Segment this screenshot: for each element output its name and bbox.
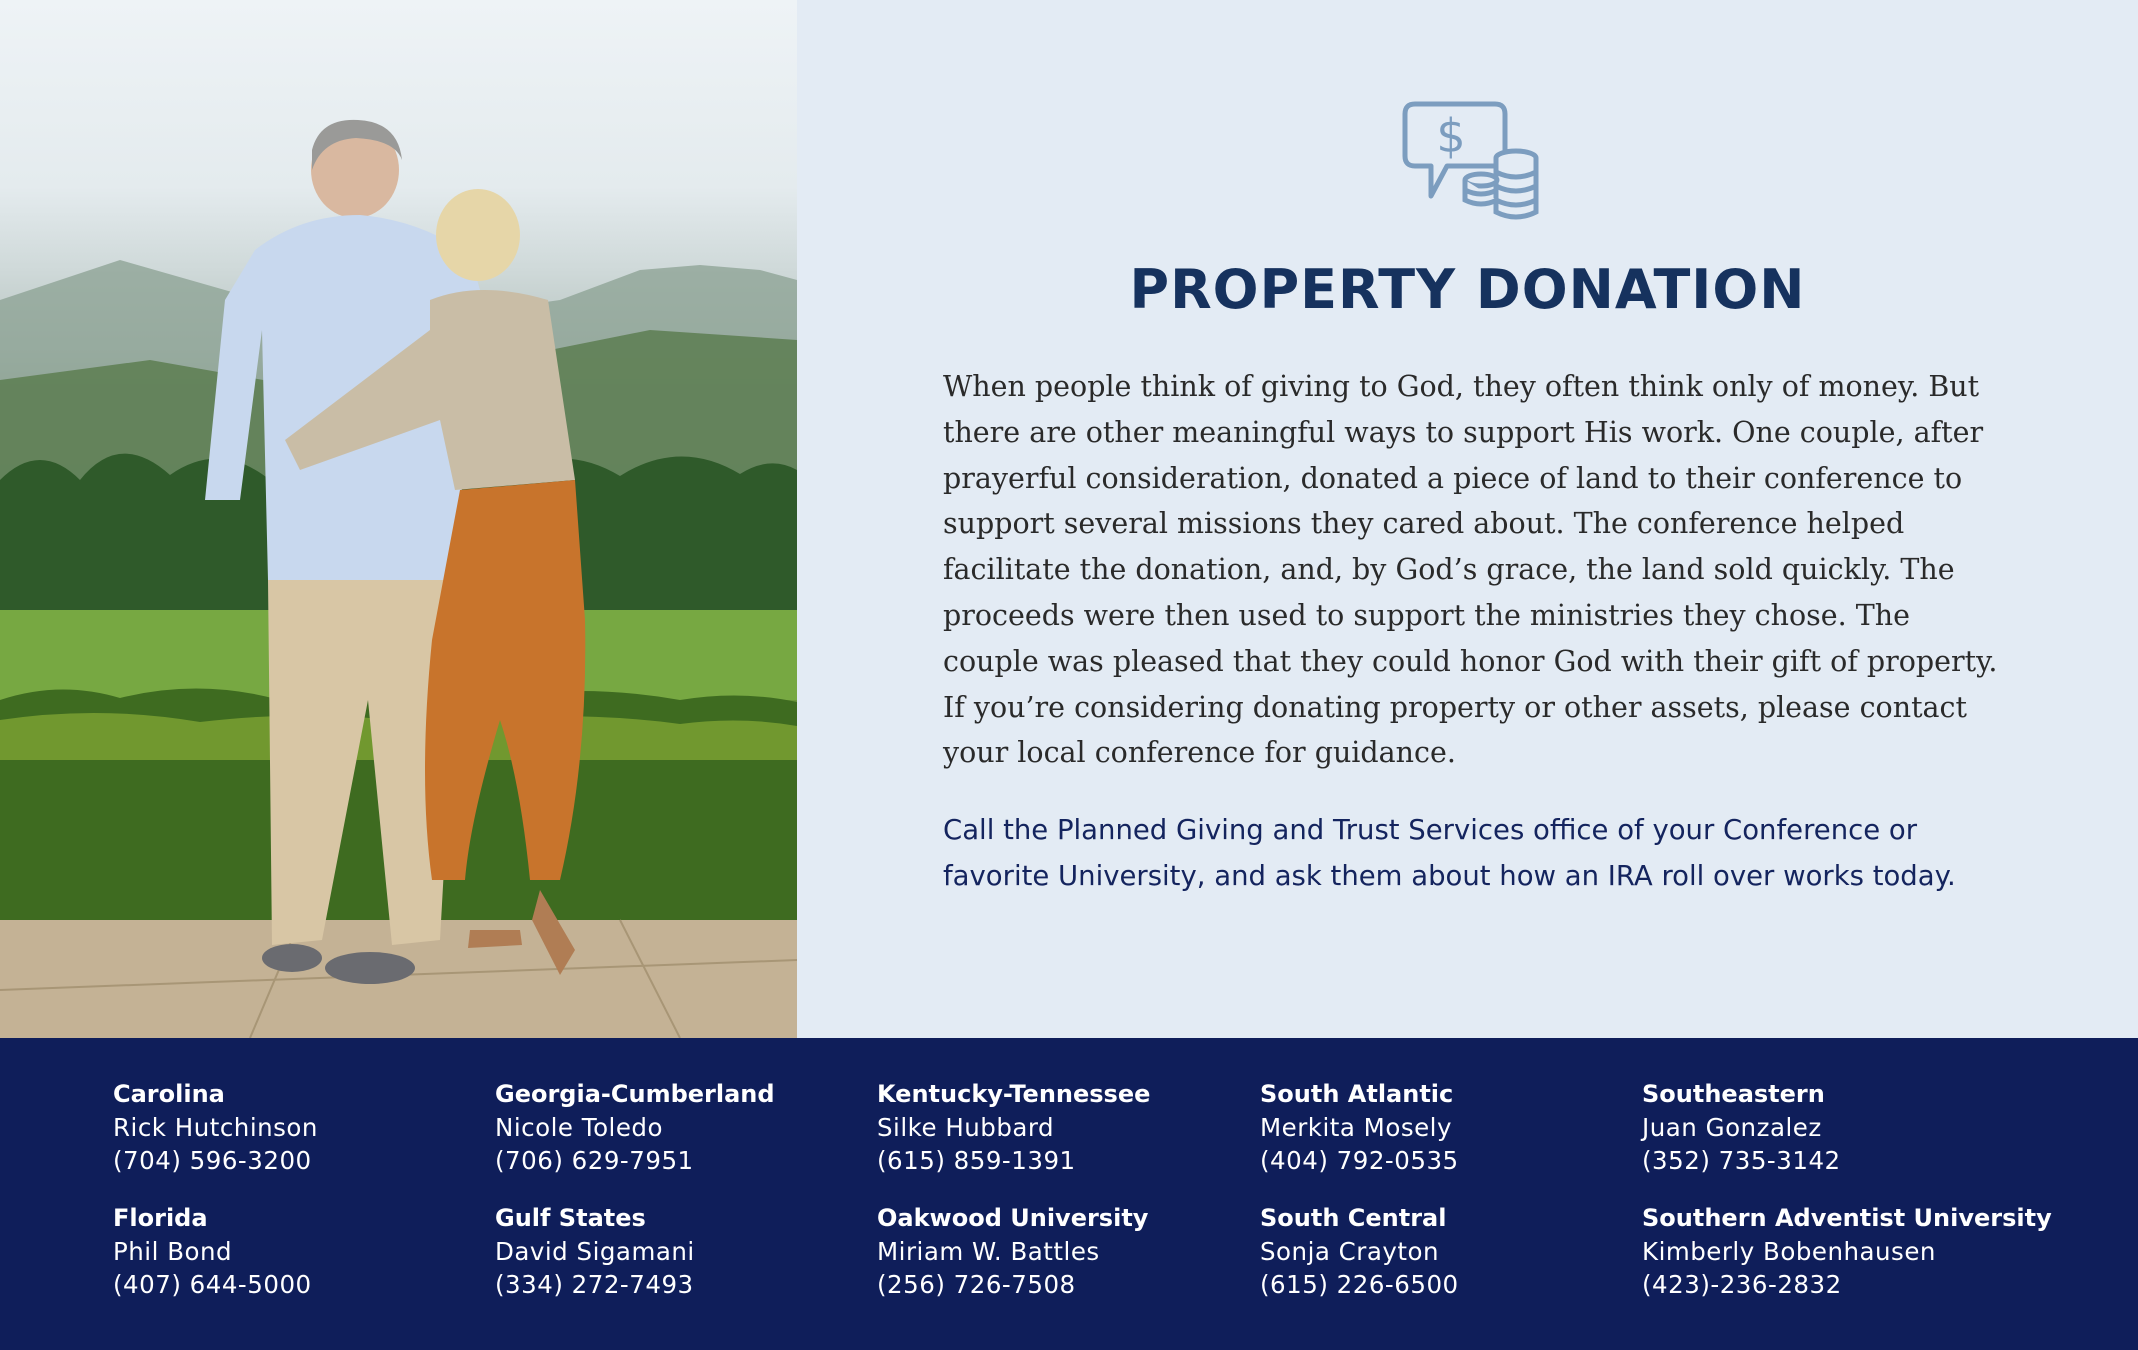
contact-person: Phil Bond xyxy=(113,1237,233,1266)
contact-person: Nicole Toledo xyxy=(495,1113,663,1142)
conference-name: Gulf States xyxy=(495,1204,646,1232)
call-to-action: Call the Planned Giving and Trust Services office of your Conference or favorite University, and ask them about how an IRA roll over works today. xyxy=(943,814,1956,892)
couple-photo-illustration xyxy=(0,0,797,1038)
contact-phone[interactable]: (352) 735-3142 xyxy=(1642,1146,1841,1175)
conference-name: Southern Adventist University xyxy=(1642,1204,2052,1232)
contact-south-atlantic xyxy=(1260,1078,1459,1177)
conference-name: Southeastern xyxy=(1642,1080,1825,1108)
contact-florida xyxy=(113,1202,312,1301)
contact-person: Silke Hubbard xyxy=(877,1113,1055,1142)
contact-carolina xyxy=(113,1078,318,1177)
contact-southern-adventist-university xyxy=(1642,1202,2052,1301)
conference-name: Georgia-Cumberland xyxy=(495,1080,775,1108)
couple-photo xyxy=(0,0,797,1038)
contact-phone[interactable]: (704) 596-3200 xyxy=(113,1146,312,1175)
conference-name: Carolina xyxy=(113,1080,225,1108)
contact-person: Rick Hutchinson xyxy=(113,1113,318,1142)
contact-gulf-states xyxy=(495,1202,695,1301)
conference-name: Florida xyxy=(113,1204,208,1232)
svg-text:$: $ xyxy=(1436,109,1466,163)
contacts-footer xyxy=(0,1038,2138,1350)
contact-phone[interactable]: (615) 859-1391 xyxy=(877,1146,1076,1175)
contact-phone[interactable]: (615) 226-6500 xyxy=(1260,1270,1459,1299)
contact-person: Sonja Crayton xyxy=(1260,1237,1439,1266)
contact-person: David Sigamani xyxy=(495,1237,695,1266)
conference-name: Oakwood University xyxy=(877,1204,1149,1232)
contact-person: Miriam W. Battles xyxy=(877,1237,1100,1266)
contact-person: Juan Gonzalez xyxy=(1642,1113,1822,1142)
contact-phone[interactable]: (404) 792-0535 xyxy=(1260,1146,1459,1175)
contact-phone[interactable]: (334) 272-7493 xyxy=(495,1270,694,1299)
conference-name: South Atlantic xyxy=(1260,1080,1454,1108)
contact-oakwood-university xyxy=(877,1202,1148,1301)
contact-phone[interactable]: (423)-236-2832 xyxy=(1642,1270,1842,1299)
contact-phone[interactable]: (706) 629-7951 xyxy=(495,1146,694,1175)
contact-georgia-cumberland xyxy=(495,1078,775,1177)
contact-southeastern xyxy=(1642,1078,1841,1177)
page-title: PROPERTY DONATION xyxy=(1129,258,1806,321)
contact-person: Kimberly Bobenhausen xyxy=(1642,1237,1936,1266)
contact-phone[interactable]: (256) 726-7508 xyxy=(877,1270,1076,1299)
contact-kentucky-tennessee xyxy=(877,1078,1150,1177)
dollar-speech-bubble-coins-icon xyxy=(1401,100,1541,220)
contact-phone[interactable]: (407) 644-5000 xyxy=(113,1270,312,1299)
body-paragraph: When people think of giving to God, they often think only of money. But there are other meaningful ways to support His work. One couple, after prayerful consideration, donated a piece of land to their conference to support several missions they cared about. The conference helped facilitate the donation, and, by God’s grace, the land sold quickly. The proceeds were then used to support the ministries they chose. The couple was pleased that they could honor God with their gift of property. If you’re considering donating property or other assets, please contact your local conference for guidance. xyxy=(943,370,1998,770)
conference-name: South Central xyxy=(1260,1204,1447,1232)
content-panel xyxy=(797,0,2138,1038)
contact-south-central xyxy=(1260,1202,1459,1301)
conference-name: Kentucky-Tennessee xyxy=(877,1080,1151,1108)
contact-person: Merkita Mosely xyxy=(1260,1113,1452,1142)
